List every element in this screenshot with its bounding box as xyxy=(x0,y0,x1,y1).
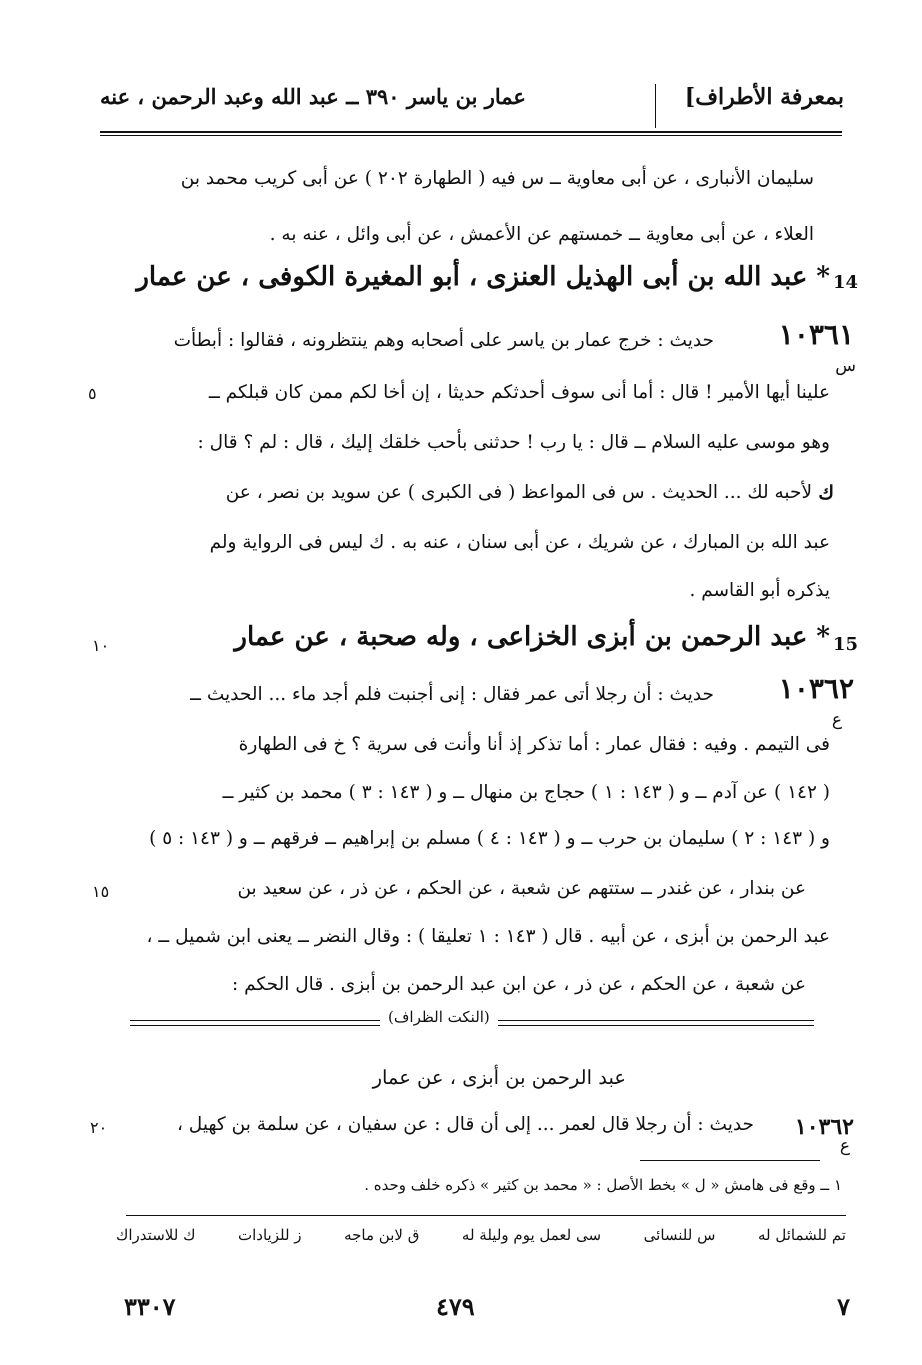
footnote-rule xyxy=(640,1160,820,1161)
header-rule-thin xyxy=(100,135,842,136)
text-line: علينا أيها الأمير ! قال : أما أنى سوف أحدثكم حديثا ، إن أخا لكم ممن كان قبلكم ــ xyxy=(208,382,830,403)
text-line: يذكره أبو القاسم . xyxy=(689,580,830,601)
entry-number: 15 xyxy=(832,634,858,655)
legend-item: ك للاستدراك xyxy=(116,1226,196,1244)
line-count-marker: ١٥ xyxy=(92,882,110,901)
legend-item: تم للشمائل له xyxy=(757,1226,846,1244)
text-line: عن بندار ، عن غندر ــ ستتهم عن شعبة ، عن الحكم ، عن ذر ، عن سعيد بن xyxy=(237,878,806,899)
entry-heading: * عبد الرحمن بن أبزى الخزاعى ، وله صحبة ، عن عمار xyxy=(234,622,830,652)
abbreviation-legend xyxy=(116,1226,846,1256)
legend-item: س للنسائى xyxy=(643,1226,716,1244)
text-line: حديث : أن رجلا أتى عمر فقال : إنى أجنبت فلم أجد ماء ... الحديث ــ xyxy=(190,684,714,705)
siglum-mark: ع xyxy=(831,710,842,730)
legend-item: سى لعمل يوم وليلة له xyxy=(461,1226,602,1244)
text-line: ( ١٤٢ ) عن آدم ــ و ( ١٤٣ : ١ ) حجاج بن منهال ــ و ( ١٤٣ : ٣ ) محمد بن كثير ــ xyxy=(222,782,830,803)
line-count-marker: ٥ xyxy=(88,384,97,403)
volume-number: ٧ xyxy=(837,1292,850,1321)
text-line: لأحبه لك ... الحديث . س فى المواعظ ( فى الكبرى ) عن سويد بن نصر ، عن xyxy=(225,482,812,503)
running-header xyxy=(100,84,844,128)
siglum-mark: ك xyxy=(818,482,834,504)
entry-number: 14 xyxy=(832,272,858,293)
hadith-number: ١٠٣٦٢ xyxy=(794,1114,854,1140)
header-divider xyxy=(655,84,656,128)
text-line: عبد الرحمن بن أبزى ، عن أبيه . قال ( ١٤٣ : ١ تعليقا ) : وقال النضر ــ يعنى ابن شميل ــ ، xyxy=(146,926,830,947)
hadith-number: ١٠٣٦١ xyxy=(778,318,854,351)
legend-rule xyxy=(126,1215,846,1216)
text-line: العلاء ، عن أبى معاوية ــ خمستهم عن الأعمش ، عن أبى وائل ، عنه به . xyxy=(269,224,814,245)
text-line: حديث : خرج عمار بن ياسر على أصحابه وهم ينتظرونه ، فقالوا : أبطأت xyxy=(173,330,714,351)
header-section-title: بمعرفة الأطراف] xyxy=(684,84,844,110)
text-line: فى التيمم . وفيه : فقال عمار : أما تذكر إذ أنا وأنت فى سرية ؟ خ فى الطهارة xyxy=(238,734,830,755)
siglum-mark: س xyxy=(835,356,856,376)
text-line: حديث : أن رجلا قال لعمر ... إلى أن قال : عن سفيان ، عن سلمة بن كهيل ، xyxy=(176,1114,754,1135)
legend-item: ق لابن ماجه xyxy=(344,1226,420,1244)
hadith-number: ١٠٣٦٢ xyxy=(778,672,854,705)
text-line: و ( ١٤٣ : ٢ ) سليمان بن حرب ــ و ( ١٤٣ : ٤ ) مسلم بن إبراهيم ــ فرقهم ــ و ( ١٤٣ : ٥ ) xyxy=(149,828,830,849)
text-line: عن شعبة ، عن الحكم ، عن ذر ، عن ابن عبد الرحمن بن أبزى . قال الحكم : xyxy=(232,974,806,995)
header-topic-title: عمار بن ياسر ٣٩٠ ــ عبد الله وعبد الرحمن ، عنه xyxy=(100,84,526,109)
entry-heading: * عبد الله بن أبى الهذيل العنزى ، أبو المغيرة الكوفى ، عن عمار xyxy=(136,262,830,292)
line-count-marker: ٢٠ xyxy=(90,1118,108,1137)
text-line: سليمان الأنبارى ، عن أبى معاوية ــ س فيه ( الطهارة ٢٠٢ ) عن أبى كريب محمد بن xyxy=(180,168,814,189)
section-label: (النكت الظراف) xyxy=(380,1008,498,1026)
siglum-mark: ع xyxy=(839,1136,850,1156)
legend-item: ز للزيادات xyxy=(238,1226,302,1244)
text-line: وهو موسى عليه السلام ــ قال : يا رب ! حدثنى بأحب خلقك إليك ، قال : لم ؟ قال : xyxy=(197,432,830,453)
subsection-heading: عبد الرحمن بن أبزى ، عن عمار xyxy=(372,1066,626,1089)
header-rule xyxy=(100,131,842,133)
text-line: عبد الله بن المبارك ، عن شريك ، عن أبى سنان ، عنه به . ك ليس فى الرواية ولم xyxy=(209,532,830,553)
footnote: ١ ــ وقع فى هامش « ل » بخط الأصل : « محمد بن كثير » ذكره خلف وحده . xyxy=(364,1176,842,1194)
page-number: ٤٧٩ xyxy=(436,1292,475,1321)
line-count-marker: ١٠ xyxy=(92,636,110,655)
volume-page-number: ٣٣٠٧ xyxy=(124,1292,176,1321)
